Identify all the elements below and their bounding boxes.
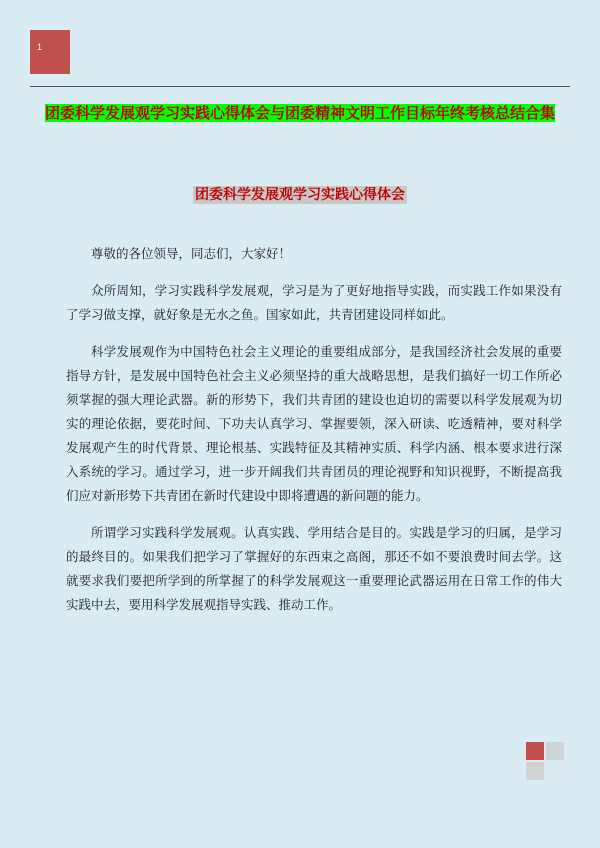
document-title-text: 团委科学发展观学习实践心得体会与团委精神文明工作目标年终考核总结合集: [44, 104, 555, 122]
paragraph-1: 众所周知，学习实践科学发展观，学习是为了更好地指导实践，而实践工作如果没有了学习做支撑，就好象是无水之鱼。国家如此，共青团建设同样如此。: [66, 283, 562, 322]
section-title: [30, 185, 570, 205]
header-divider: [30, 86, 570, 87]
paragraph-2: 科学发展观作为中国特色社会主义理论的重要组成部分，是我国经济社会发展的重要指导方针，是发展中国特色社会主义必须坚持的重大战略思想，是我们搞好一切工作所必须掌握的强大理论武器。新的形势下，我们共青团的建设也迫切的需要以科学发展观为切实的理论依据，要花时间、下功夫认真学习、掌握要领，深入研读、吃透精神，要对科学发展观产生的时代背景、理论根基、实践特征及其精神实质、科学内涵、根本要求进行深入系统的学习。通过学习，进一步开阔我们共青团员的理论视野和知识视野，不断提高我们应对新形势下共青团在新时代建设中即将遭遇的新问题的能力。: [66, 344, 562, 503]
decor-square-red: [526, 742, 544, 760]
page-number-badge: [30, 30, 70, 74]
paragraph-greeting: 尊敬的各位领导，同志们，大家好！: [91, 246, 292, 261]
section-title-text: 团委科学发展观学习实践心得体会: [195, 187, 405, 203]
document-body: [66, 242, 562, 630]
decor-square-gray: [546, 742, 564, 760]
paragraph-3: 所谓学习实践科学发展观。认真实践、学用结合是目的。实践是学习的归属，是学习的最终目的。如果我们把学习了掌握好的东西束之高阁，那还不如不要浪费时间去学。这就要求我们要把所学到的所掌握了的科学发展观这一重要理论武器运用在日常工作的伟大实践中去，要用科学发展观指导实践、推动工作。: [66, 525, 562, 612]
decor-square-gray: [526, 762, 544, 780]
document-title: [30, 102, 570, 124]
page-number: 1: [37, 42, 43, 52]
